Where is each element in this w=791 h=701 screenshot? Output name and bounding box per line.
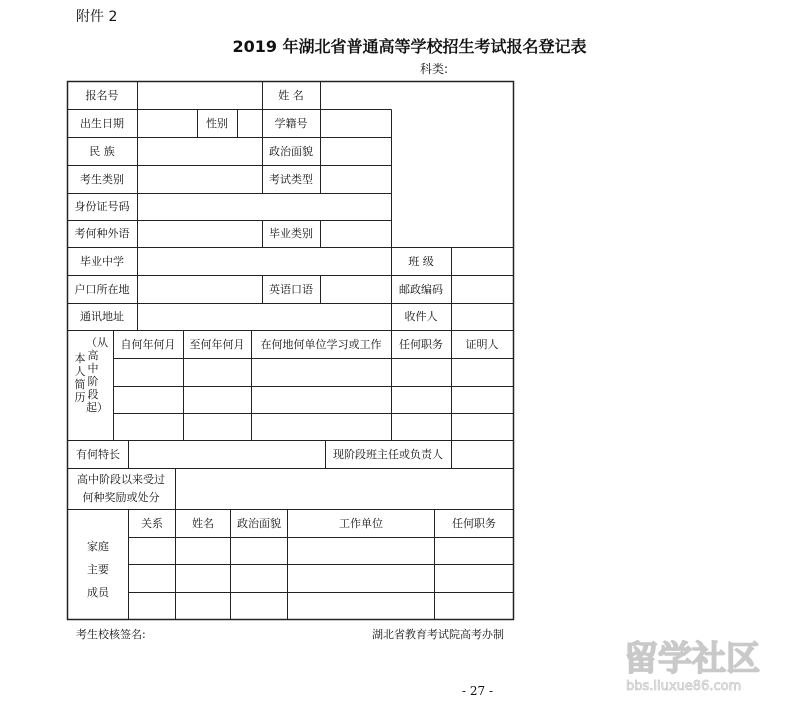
label-specialty: 有何特长 <box>76 448 120 461</box>
resume-header-from: 自何年何月 <box>120 338 176 351</box>
family-side-label-1: 家庭 <box>87 540 109 553</box>
issuer-label: 湖北省教育考试院高考办制 <box>372 628 504 641</box>
attachment-label: 附件 2 <box>76 9 118 25</box>
signature-label: 考生校核签名: <box>76 628 146 641</box>
label-birth-date: 出生日期 <box>80 117 124 130</box>
family-header-political-status: 政治面貌 <box>237 517 281 530</box>
label-political-status: 政治面貌 <box>269 145 313 158</box>
family-header-relation: 关系 <box>141 517 163 530</box>
label-gender: 性别 <box>206 117 228 130</box>
label-exam-type: 考试类型 <box>269 173 313 186</box>
resume-header-position: 任何职务 <box>399 338 443 351</box>
label-name: 姓 名 <box>278 89 304 102</box>
resume-header-to: 至何年何月 <box>189 338 245 351</box>
label-foreign-language: 考何种外语 <box>74 227 130 240</box>
form-title: 2019 年湖北省普通高等学校招生考试报名登记表 <box>232 37 587 56</box>
family-side-label-2: 主要 <box>87 563 109 576</box>
watermark-logo <box>620 632 785 696</box>
resume-header-place: 在何地何单位学习或工作 <box>260 338 382 351</box>
watermark-brand: 留学社区 <box>624 639 760 679</box>
label-class-teacher: 现阶段班主任或负责人 <box>333 448 443 461</box>
resume-side-label-paren: （从高中阶段起） <box>86 336 108 414</box>
family-header-employer: 工作单位 <box>339 517 383 530</box>
label-rewards-line2: 何种奖励或处分 <box>82 491 160 504</box>
family-header-name: 姓名 <box>192 517 214 530</box>
label-id-number: 身份证号码 <box>74 200 130 213</box>
label-postal-code: 邮政编码 <box>399 283 443 296</box>
family-side-label-3: 成员 <box>87 586 109 599</box>
label-reg-no: 报名号 <box>85 89 119 102</box>
resume-side-label: 本人简历 <box>74 352 86 404</box>
label-english-oral: 英语口语 <box>269 283 313 296</box>
label-recipient: 收件人 <box>404 310 438 323</box>
label-graduation-category: 毕业类别 <box>269 227 313 240</box>
label-graduated-school: 毕业中学 <box>80 255 124 268</box>
label-ethnicity: 民 族 <box>89 145 115 158</box>
label-rewards-line1: 高中阶段以来受过 <box>77 473 165 486</box>
page-number: - 27 - <box>462 684 494 698</box>
watermark-url: bbs.liuxue86.com <box>626 679 742 694</box>
label-mailing-address: 通讯地址 <box>80 310 124 323</box>
label-hukou-location: 户口所在地 <box>74 283 130 296</box>
label-candidate-category: 考生类别 <box>80 173 124 186</box>
family-header-position: 任何职务 <box>452 517 496 530</box>
resume-header-witness: 证明人 <box>465 338 499 351</box>
subject-label: 科类: <box>420 62 449 76</box>
label-class: 班 级 <box>408 255 434 268</box>
label-school-reg-no: 学籍号 <box>274 117 308 130</box>
